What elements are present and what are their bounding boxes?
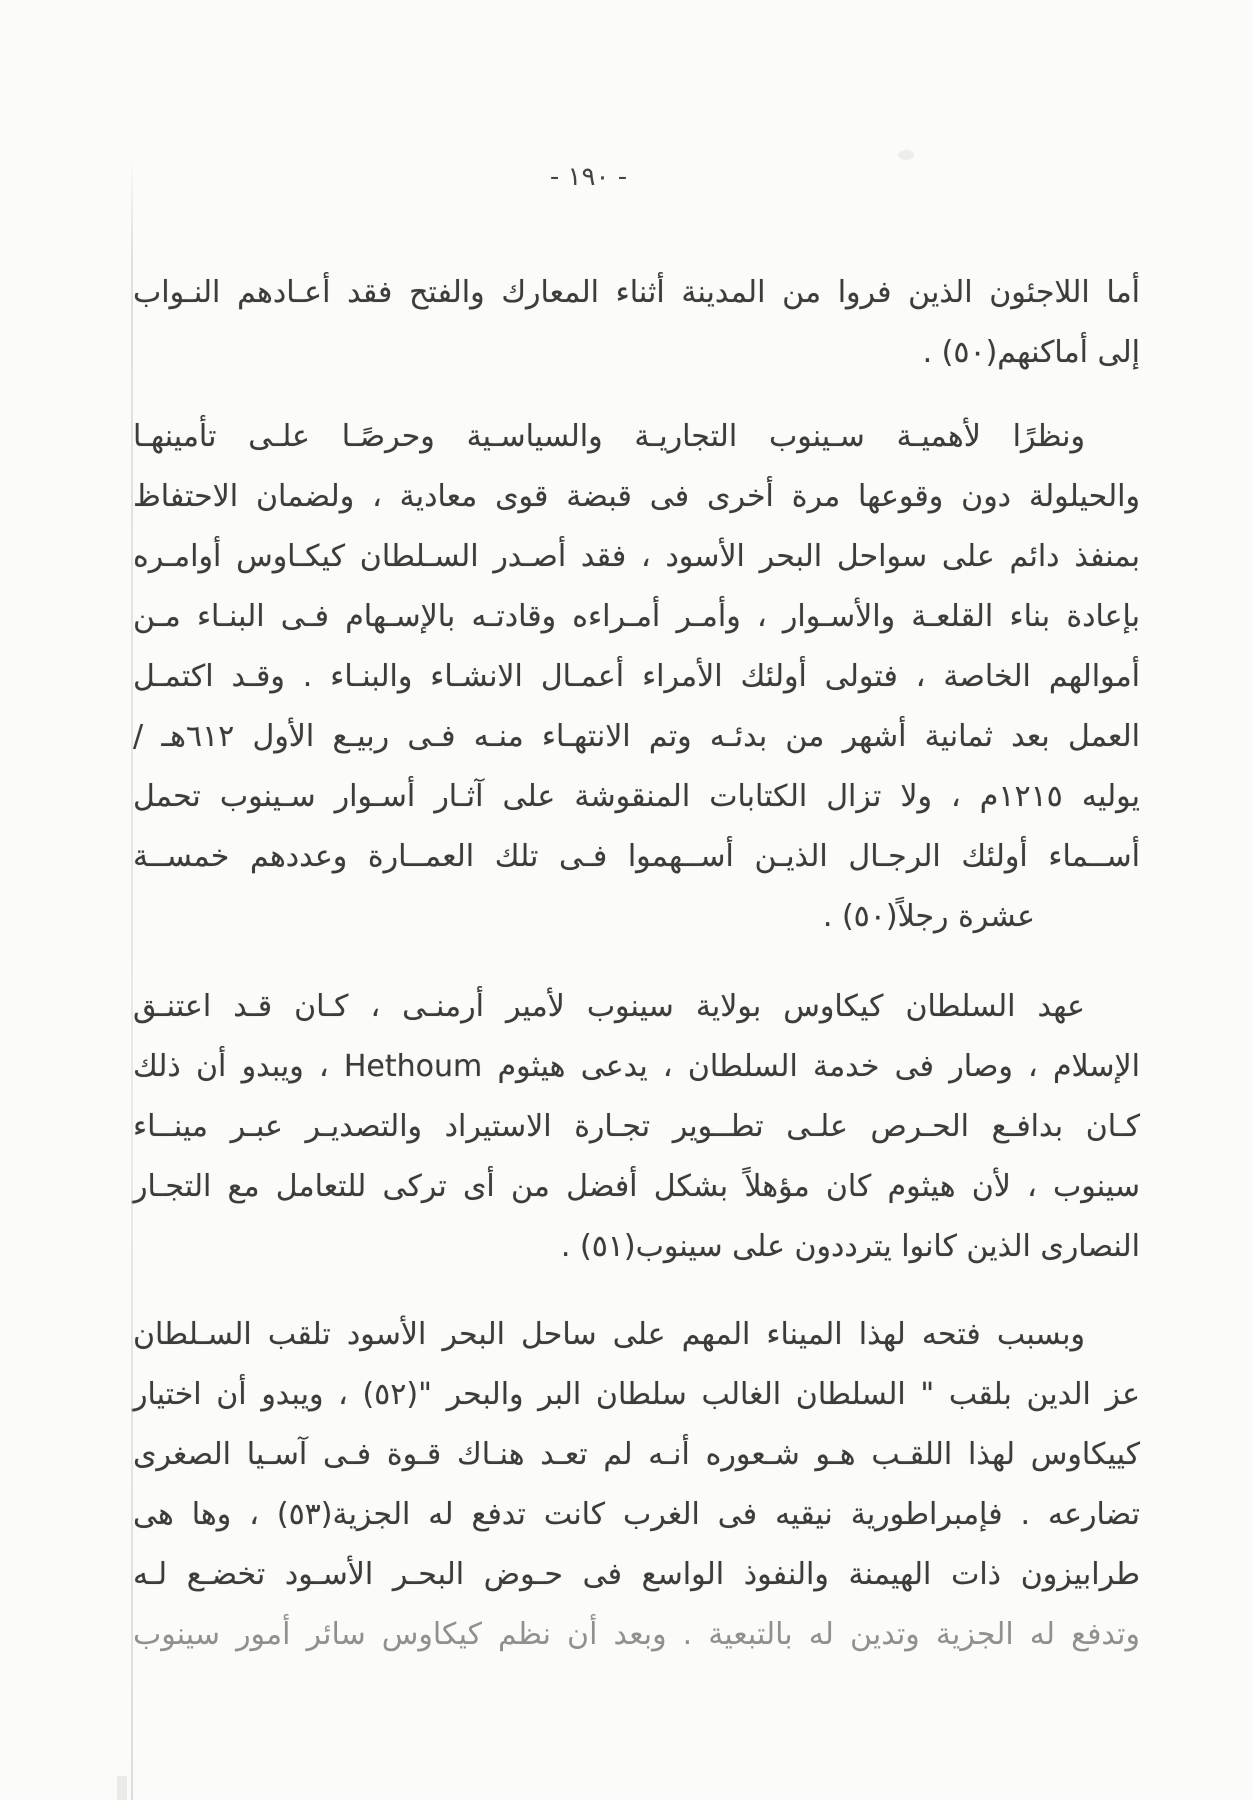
text-line: كـان بدافـع الحـرص علـى تطــوير تجـارة الاستيراد والتصديـر عبـر مينــاء xyxy=(133,1109,1140,1144)
paragraph xyxy=(133,977,1140,1277)
text-line: طرابيزون ذات الهيمنة والنفوذ الواسع فى حـوض البحـر الأسـود تخضـع لـه xyxy=(133,1557,1140,1592)
text-line: تضارعه . فإمبراطورية نيقيه فى الغرب كانت تدفع له الجزية(٥٣) ، وها هى xyxy=(133,1497,1140,1532)
text-line: الإسلام ، وصار فى خدمة السلطان ، يدعى هيثوم Hethoum ، ويبدو أن ذلك xyxy=(133,1049,1141,1084)
body-text xyxy=(133,263,1140,1665)
text-line: كييكاوس لهذا اللقـب هـو شـعوره أنـه لم تعـد هنـاك قـوة فـى آسـيا الصغرى xyxy=(133,1437,1140,1472)
text-line: بإعادة بناء القلعـة والأسـوار ، وأمـر أمـراءه وقادتـه بالإسـهام فـى البنـاء مـن xyxy=(133,599,1140,634)
text-line: النصارى الذين كانوا يترددون على سينوب(٥١) . xyxy=(560,1229,1140,1264)
text-line: أما اللاجئون الذين فروا من المدينة أثناء المعارك والفتح فقد أعـادهم النـواب xyxy=(133,275,1140,310)
text-line: والحيلولة دون وقوعها مرة أخرى فى قبضة قوى معادية ، ولضمان الاحتفاظ xyxy=(133,479,1140,514)
text-line: ونظرًا لأهميـة سـينوب التجاريـة والسياسـية وحرصًـا علـى تأمينهـا xyxy=(133,419,1085,454)
page-number: - ١٩٠ - xyxy=(549,162,628,192)
text-line: بمنفذ دائم على سواحل البحر الأسود ، فقد أصـدر السـلطان كيكـاوس أوامـره xyxy=(133,539,1140,574)
scan-corner-artifact xyxy=(117,1776,127,1800)
text-line: وبسبب فتحه لهذا الميناء المهم على ساحل البحر الأسود تلقب السـلطان xyxy=(133,1317,1085,1352)
scan-smudge xyxy=(898,150,914,160)
text-line: أموالهم الخاصة ، فتولى أولئك الأمراء أعمـال الانشـاء والبنـاء . وقـد اكتمـل xyxy=(133,659,1140,694)
paragraph xyxy=(133,1305,1140,1665)
text-line: وتدفع له الجزية وتدين له بالتبعية . وبعد أن نظم كيكاوس سائر أمور سينوب xyxy=(133,1617,1140,1652)
page-number-row xyxy=(133,160,1140,197)
text-line: إلى أماكنهم(٥٠) . xyxy=(922,335,1140,370)
page-edge-shadow xyxy=(131,158,133,1800)
text-line: أســماء أولئك الرجـال الذيـن أســهموا فـى تلك العمــارة وعددهم خمســة xyxy=(133,839,1140,874)
text-line: سينوب ، لأن هيثوم كان مؤهلاً بشكل أفضل من أى تركى للتعامل مع التجـار xyxy=(133,1169,1140,1204)
paragraph xyxy=(133,263,1140,383)
text-line: العمل بعد ثمانية أشهر من بدئـه وتم الانتهـاء منـه فـى ربيـع الأول ٦١٢هـ / xyxy=(133,719,1140,754)
text-line: عز الدين بلقب " السلطان الغالب سلطان البر والبحر "(٥٢) ، ويبدو أن اختيار xyxy=(133,1377,1140,1412)
text-line: يوليه ١٢١٥م ، ولا تزال الكتابات المنقوشة على آثـار أسـوار سـينوب تحمل xyxy=(133,779,1140,814)
paragraph xyxy=(133,407,1140,947)
text-line: عشرة رجلاً(٥٠) . xyxy=(822,899,1035,934)
text-line: عهد السلطان كيكاوس بولاية سينوب لأمير أرمنـى ، كـان قـد اعتنـق xyxy=(133,989,1085,1024)
